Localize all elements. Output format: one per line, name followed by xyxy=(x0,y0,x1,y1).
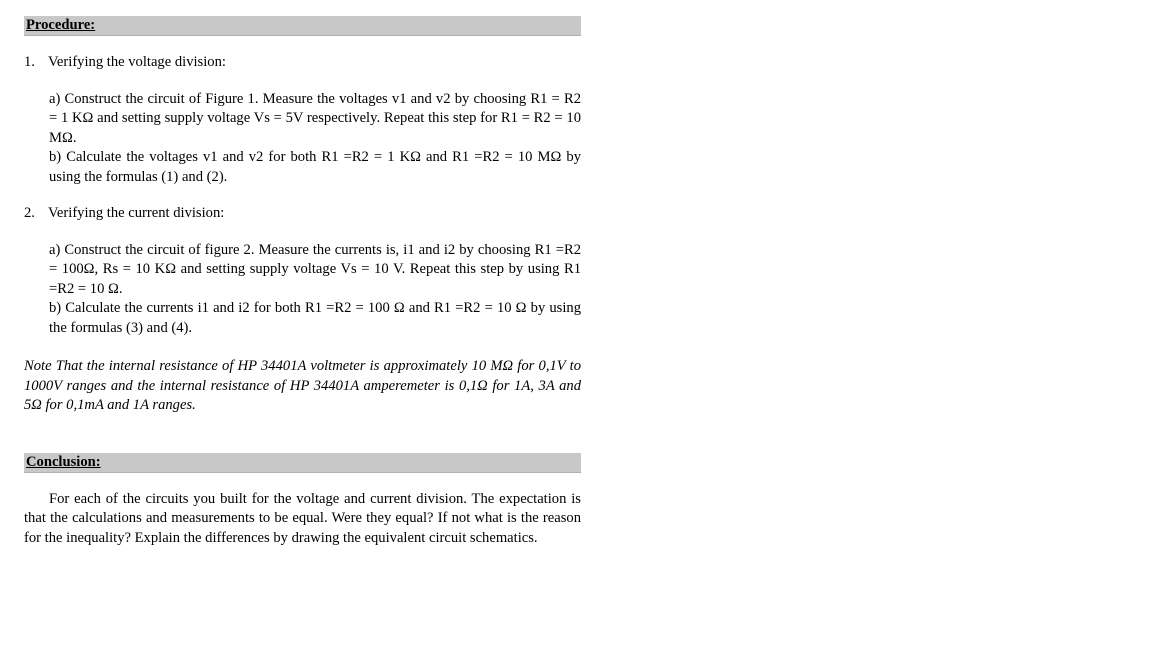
item-2b-paragraph: b) Calculate the currents i1 and i2 for both R1 =R2 = 100 Ω and R1 =R2 = 10 Ω by using the formulas (3) and (4). xyxy=(49,300,581,336)
item-1-title xyxy=(24,53,581,73)
item-1a-paragraph: a) Construct the circuit of Figure 1. Measure the voltages v1 and v2 by choosing R1 = R2 = 1 KΩ and setting supply voltage Vs = 5V respectively. Repeat this step for R1 = R2 = 10 MΩ. xyxy=(49,90,581,146)
conclusion-heading: Conclusion: xyxy=(24,453,581,473)
item-1-title-text: Verifying the voltage division: xyxy=(48,54,226,70)
conclusion-paragraph: For each of the circuits you built for the voltage and current division. The expectation is that the calculations and measurements to be equal. Were they equal? If not what is the reason for the inequality? Explain the differences by drawing the equivalent circuit schematics. xyxy=(24,490,581,546)
item-1b-paragraph: b) Calculate the voltages v1 and v2 for both R1 =R2 = 1 KΩ and R1 =R2 = 10 MΩ by using the formulas (1) and (2). xyxy=(49,149,581,185)
item-2a-paragraph: a) Construct the circuit of figure 2. Measure the currents is, i1 and i2 by choosing R1 =R2 = 100Ω, Rs = 10 KΩ and setting supply voltage Vs = 10 V. Repeat this step by using R1 =R2 = 10 Ω. xyxy=(49,241,581,297)
document-page xyxy=(24,16,581,548)
item-2-title xyxy=(24,204,581,224)
item-2-number: 2. xyxy=(24,205,35,221)
item-1-number: 1. xyxy=(24,54,35,70)
item-2-title-text: Verifying the current division: xyxy=(48,205,225,221)
procedure-heading: Procedure: xyxy=(24,16,581,36)
note-paragraph: Note That the internal resistance of HP 34401A voltmeter is approximately 10 MΩ for 0,1V to 1000V ranges and the internal resistance of HP 34401A amperemeter is 0,1Ω for 1A, 3A and 5Ω for 0,1mA and 1A ranges. xyxy=(24,358,581,413)
